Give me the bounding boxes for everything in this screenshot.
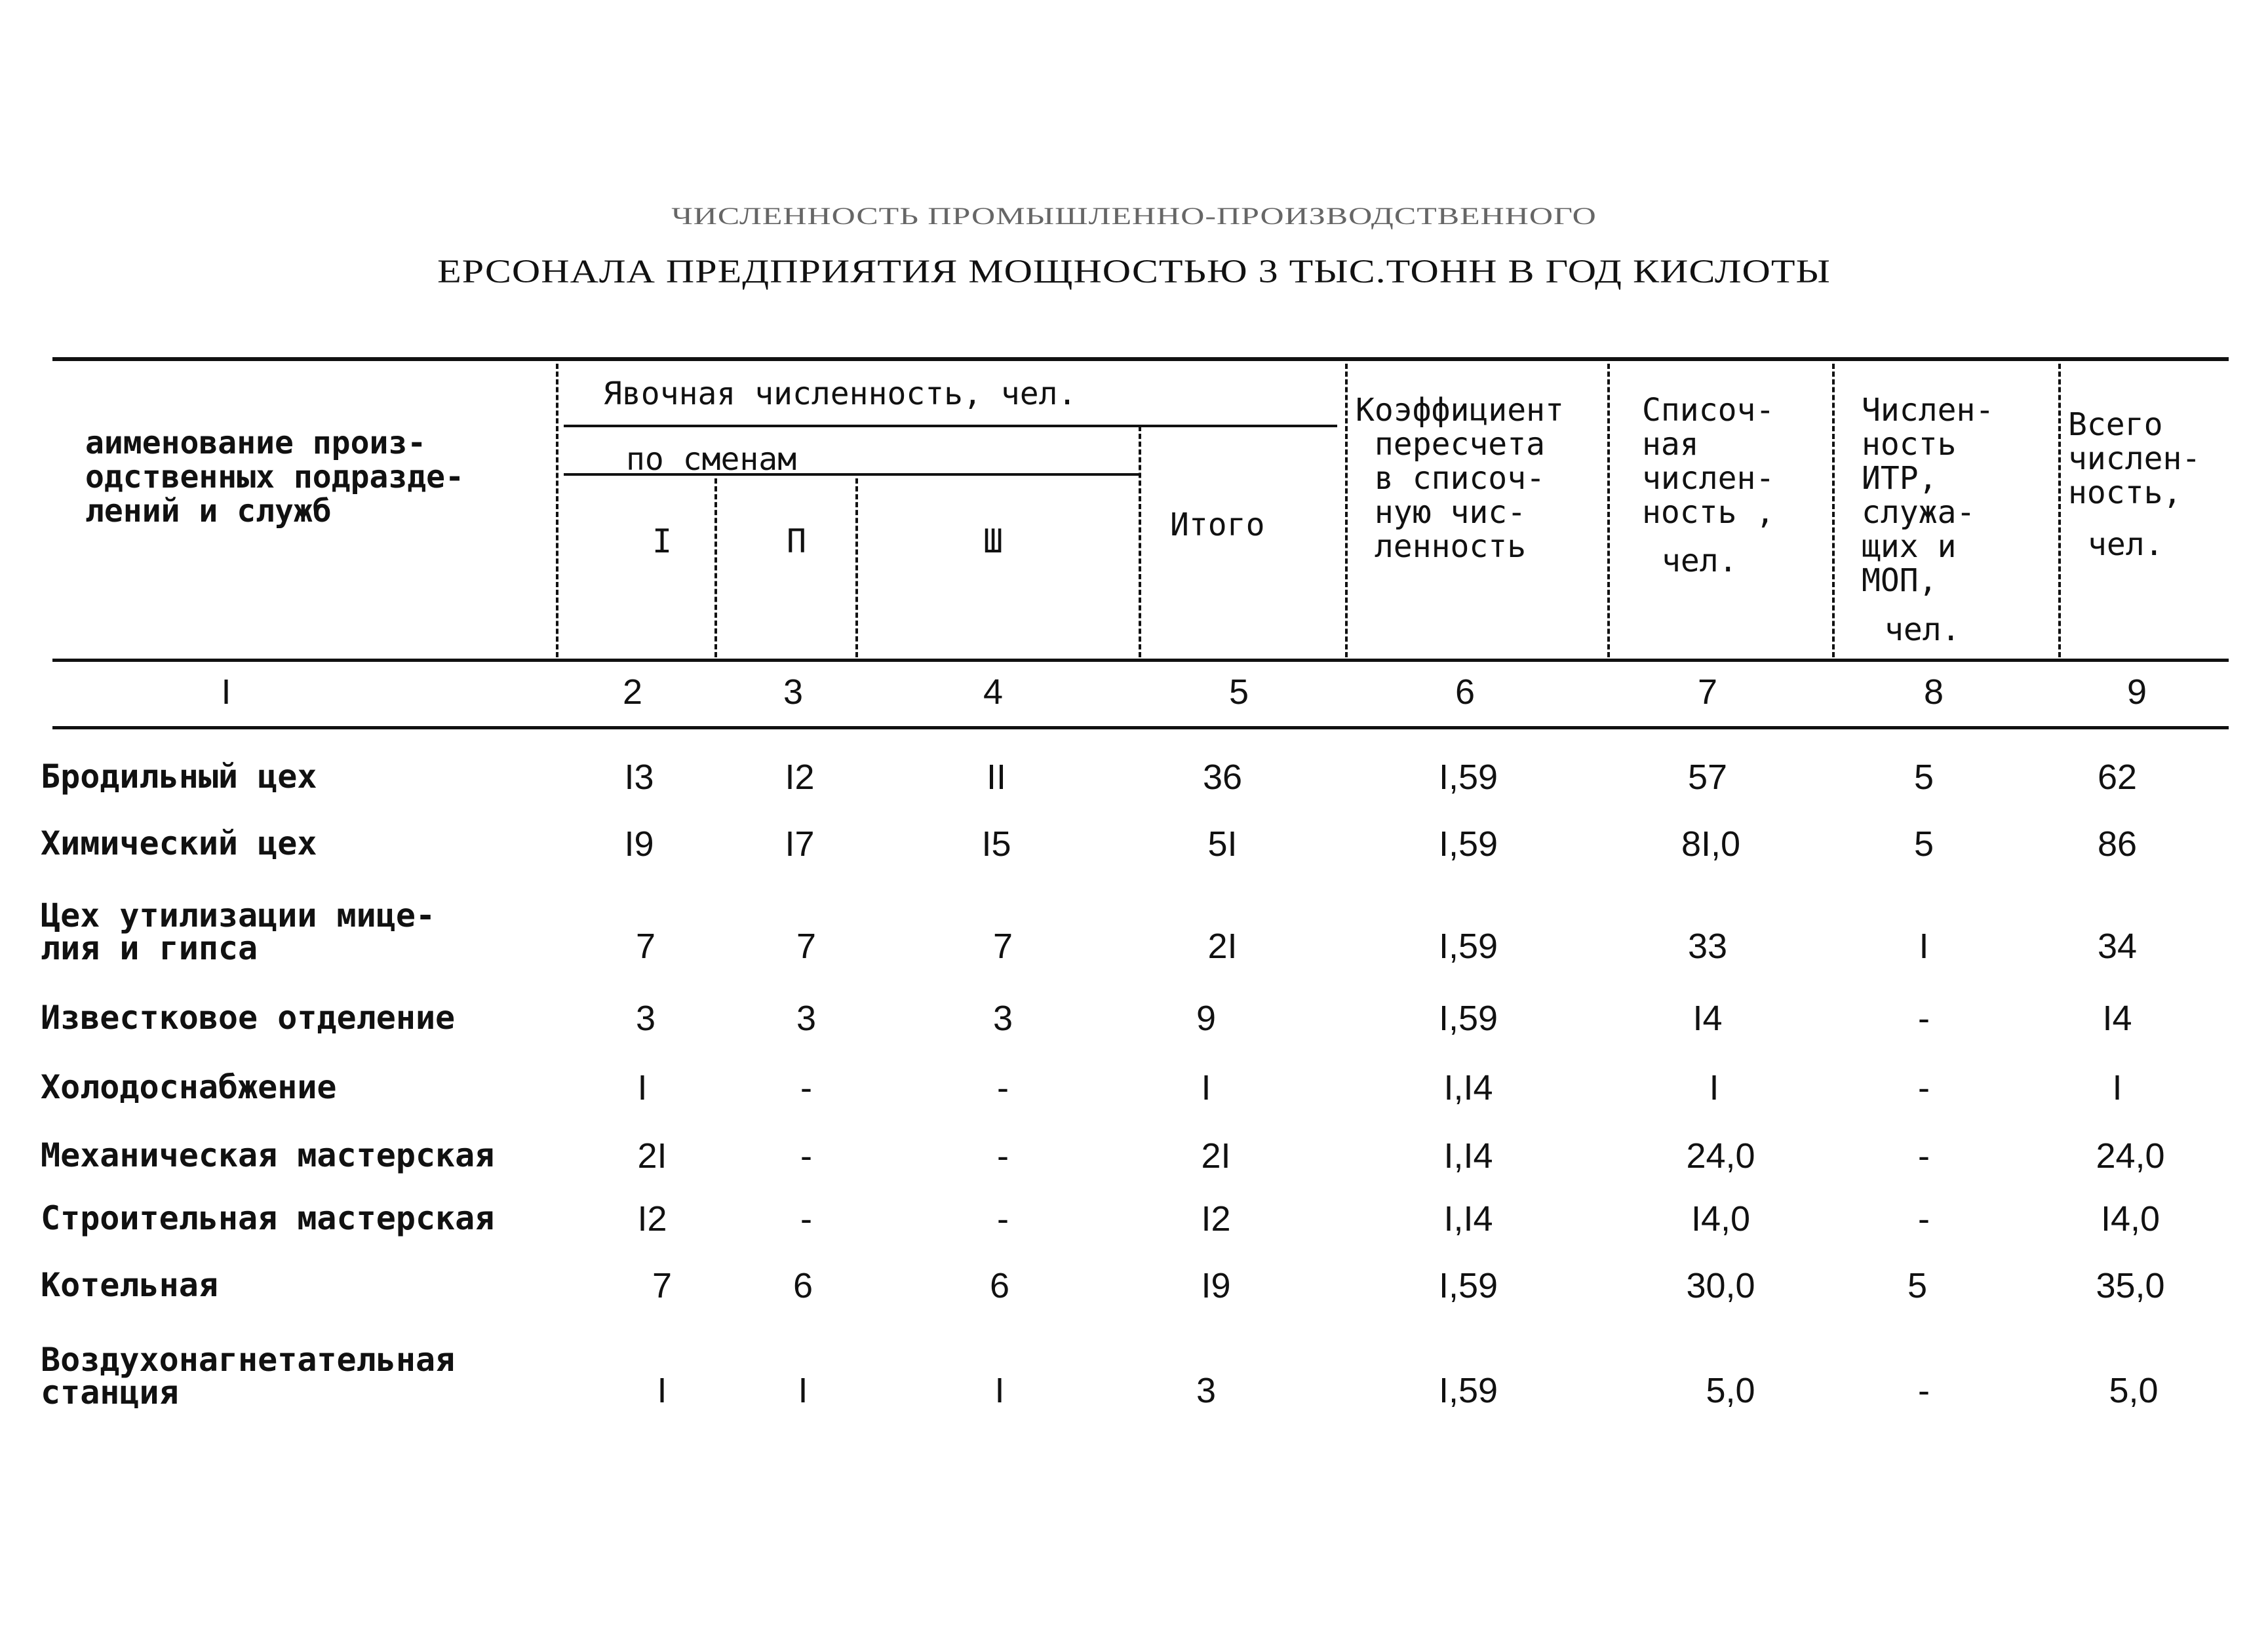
column-number-7: 7 xyxy=(1697,672,1718,712)
row-name: Холодоснабжение xyxy=(41,1068,337,1106)
row-cell: 5,0 xyxy=(1706,1371,1755,1410)
column-number-4: 4 xyxy=(983,672,1004,712)
row-cell: I xyxy=(1201,1068,1211,1107)
header-name-column: аименование произ- одственных подразде- лений и служб xyxy=(85,425,464,529)
header-spisoch-unit: чел. xyxy=(1662,543,1738,579)
header-top-rule xyxy=(52,357,2229,361)
row-cell: - xyxy=(1918,1068,1930,1107)
header-itogo: Итого xyxy=(1170,507,1265,543)
row-cell: 24,0 xyxy=(2096,1136,2165,1176)
row-cell: 3 xyxy=(1196,1371,1217,1410)
row-cell: - xyxy=(800,1136,812,1176)
yavochnaya-underline xyxy=(564,425,1337,427)
row-cell: I,59 xyxy=(1438,824,1498,864)
row-name: Воздухонагнетательная станция xyxy=(41,1341,456,1412)
row-cell: 3 xyxy=(635,999,656,1038)
column-number-8: 8 xyxy=(1923,672,1944,712)
row-cell: I3 xyxy=(624,758,654,797)
row-cell: - xyxy=(800,1068,812,1107)
column-number-3: 3 xyxy=(783,672,804,712)
row-name: Строительная мастерская xyxy=(41,1199,495,1237)
row-cell: I,59 xyxy=(1438,1266,1498,1305)
row-cell: 62 xyxy=(2097,758,2138,797)
row-cell: I xyxy=(1709,1068,1719,1107)
row-cell: I,59 xyxy=(1438,1371,1498,1410)
header-spisoch: Списоч- ная числен- ность , xyxy=(1642,392,1775,531)
row-cell: 8I,0 xyxy=(1681,824,1741,864)
row-cell: II xyxy=(986,758,1006,797)
header-itr-unit: чел. xyxy=(1885,611,1961,648)
row-cell: 36 xyxy=(1202,758,1243,797)
row-cell: I4,0 xyxy=(2100,1199,2160,1239)
row-cell: - xyxy=(997,1136,1009,1176)
column-number-5: 5 xyxy=(1228,672,1249,712)
header-koef: Коэффициент пересчета в списоч- ную чис- ленность xyxy=(1356,392,1564,565)
row-cell: - xyxy=(1918,999,1930,1038)
header-shift-2: П xyxy=(786,522,807,560)
row-cell: 9 xyxy=(1196,999,1217,1038)
row-cell: 33 xyxy=(1687,927,1728,966)
row-cell: - xyxy=(997,1199,1009,1239)
row-cell: I,I4 xyxy=(1443,1068,1493,1107)
row-cell: I9 xyxy=(1201,1266,1231,1305)
row-cell: 5 xyxy=(1907,1266,1928,1305)
row-cell: I xyxy=(657,1371,667,1410)
row-name: Химический цех xyxy=(41,824,317,862)
row-cell: 30,0 xyxy=(1686,1266,1755,1305)
row-cell: 35,0 xyxy=(2096,1266,2165,1305)
header-vsego: Всего числен- ность, xyxy=(2068,406,2201,511)
row-cell: I,59 xyxy=(1438,758,1498,797)
row-cell: I7 xyxy=(785,824,815,864)
row-cell: 7 xyxy=(652,1266,673,1305)
vsep-2 xyxy=(714,478,717,657)
row-cell: I xyxy=(798,1371,808,1410)
row-name: Известковое отделение xyxy=(41,999,456,1037)
column-number-1: I xyxy=(221,672,231,712)
row-cell: I xyxy=(637,1068,648,1107)
row-cell: 6 xyxy=(792,1266,813,1305)
header-po-smenam: по сменам xyxy=(626,441,797,478)
header-shift-1: I xyxy=(652,522,673,560)
row-cell: 5I xyxy=(1207,824,1238,864)
header-vsego-unit: чел. xyxy=(2088,526,2164,563)
header-itr: Числен- ность ИТР, служа- щих и МОП, xyxy=(1862,392,1995,599)
row-cell: 86 xyxy=(2097,824,2138,864)
row-cell: I2 xyxy=(637,1199,667,1239)
row-cell: I,59 xyxy=(1438,927,1498,966)
row-cell: 2I xyxy=(1207,927,1238,966)
row-cell: I9 xyxy=(624,824,654,864)
row-cell: 57 xyxy=(1687,758,1728,797)
row-cell: 2I xyxy=(1201,1136,1231,1176)
vsep-6 xyxy=(1607,364,1610,657)
row-cell: 5 xyxy=(1913,758,1934,797)
vsep-3 xyxy=(855,478,858,657)
row-cell: 3 xyxy=(992,999,1013,1038)
row-cell: - xyxy=(1918,1199,1930,1239)
row-cell: 5,0 xyxy=(2109,1371,2159,1410)
row-name: Бродильный цех xyxy=(41,758,317,796)
row-cell: - xyxy=(800,1199,812,1239)
vsep-4 xyxy=(1139,426,1141,657)
row-cell: I4 xyxy=(2102,999,2132,1038)
row-cell: - xyxy=(1918,1371,1930,1410)
row-cell: I xyxy=(2112,1068,2122,1107)
vsep-5 xyxy=(1345,364,1348,657)
vsep-8 xyxy=(2058,364,2061,657)
row-cell: - xyxy=(997,1068,1009,1107)
row-cell: I xyxy=(994,1371,1005,1410)
row-cell: I,I4 xyxy=(1443,1136,1493,1176)
row-name: Механическая мастерская xyxy=(41,1136,495,1174)
row-cell: I,I4 xyxy=(1443,1199,1493,1239)
row-cell: 2I xyxy=(637,1136,667,1176)
row-cell: I4 xyxy=(1692,999,1723,1038)
row-cell: 5 xyxy=(1913,824,1934,864)
row-cell: 7 xyxy=(796,927,817,966)
header-shift-3: Ш xyxy=(983,522,1004,560)
row-cell: I5 xyxy=(981,824,1011,864)
vsep-1 xyxy=(556,364,558,657)
row-name: Котельная xyxy=(41,1266,218,1304)
vsep-7 xyxy=(1832,364,1835,657)
column-numbers-rule xyxy=(52,726,2229,729)
row-cell: 6 xyxy=(989,1266,1010,1305)
column-number-6: 6 xyxy=(1455,672,1476,712)
header-yavochnaya: Явочная численность, чел. xyxy=(603,375,1077,412)
row-cell: 7 xyxy=(992,927,1013,966)
row-cell: 3 xyxy=(796,999,817,1038)
row-cell: 34 xyxy=(2097,927,2138,966)
row-cell: I xyxy=(1919,927,1929,966)
row-cell: 24,0 xyxy=(1686,1136,1755,1176)
column-number-2: 2 xyxy=(622,672,643,712)
header-bottom-rule xyxy=(52,659,2229,662)
row-cell: I4,0 xyxy=(1691,1199,1751,1239)
table-title-line1: ЧИСЛЕННОСТЬ ПРОМЫШЛЕННО-ПРОИЗВОДСТВЕННОГО xyxy=(671,202,1597,229)
table-title-line2: ЕРСОНАЛА ПРЕДПРИЯТИЯ МОЩНОСТЬЮ 3 ТЫС.ТОНН В ГОД КИСЛОТЫ xyxy=(437,253,1831,290)
row-cell: I,59 xyxy=(1438,999,1498,1038)
column-number-9: 9 xyxy=(2126,672,2147,712)
row-cell: - xyxy=(1918,1136,1930,1176)
row-name: Цех утилизации мице- лия и гипса xyxy=(41,896,436,967)
row-cell: I2 xyxy=(1201,1199,1231,1239)
row-cell: 7 xyxy=(635,927,656,966)
row-cell: I2 xyxy=(785,758,815,797)
